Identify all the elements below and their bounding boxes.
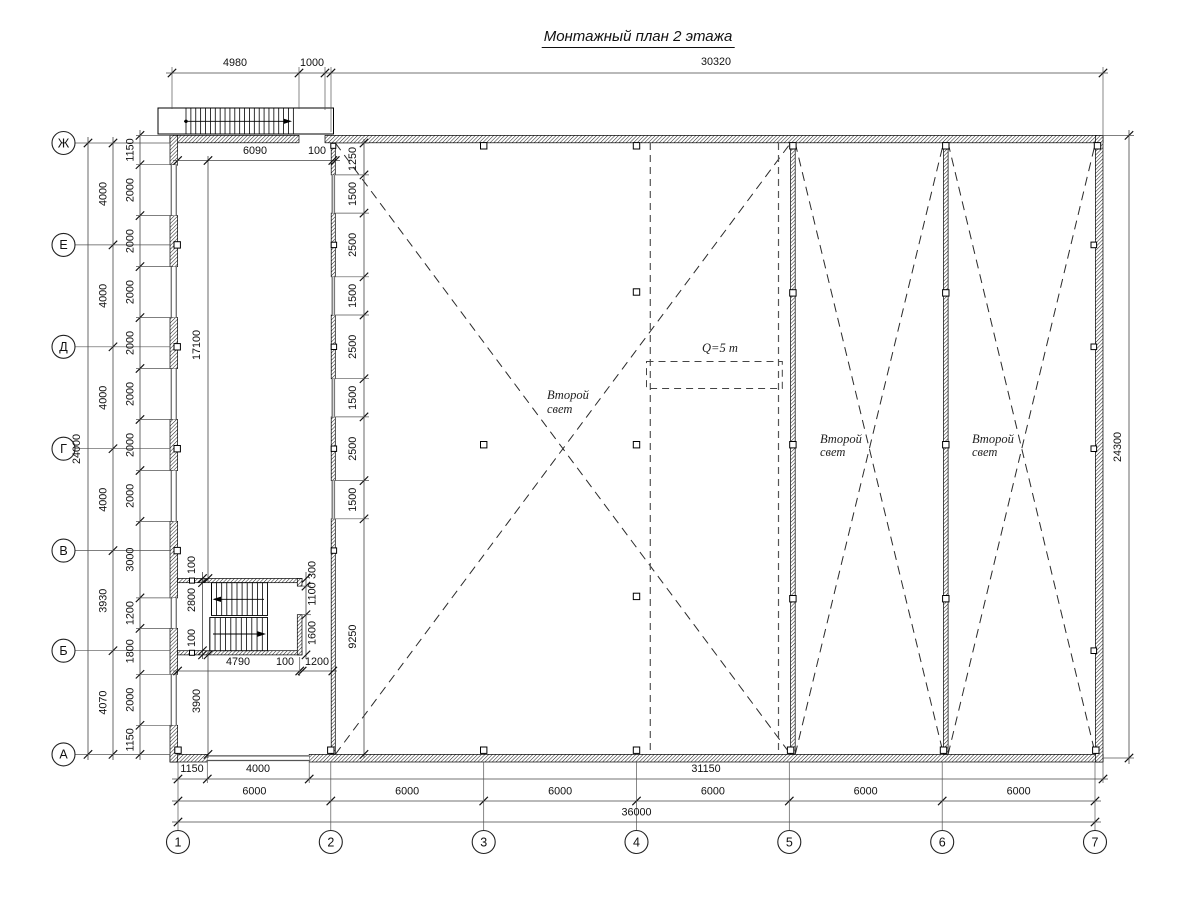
dim-label: 100 <box>186 555 198 575</box>
wall-segment <box>170 216 178 267</box>
column-marker <box>633 593 639 599</box>
second-light-label: свет <box>547 402 573 416</box>
column-marker <box>1091 446 1097 452</box>
dim-label: 4000 <box>97 181 110 207</box>
dim-label: 3930 <box>97 588 110 613</box>
axis-label: Д <box>59 340 68 355</box>
dim-label: 2500 <box>347 334 359 359</box>
column-marker <box>633 442 639 448</box>
dim-label: 2000 <box>124 687 137 712</box>
dim-label: 31150 <box>691 763 721 775</box>
dim-label: 4000 <box>245 763 271 775</box>
dim-label: 36000 <box>621 806 652 819</box>
dim-label: 6090 <box>242 145 268 157</box>
column-marker <box>1091 242 1097 248</box>
column-marker <box>190 650 195 655</box>
column-marker <box>1094 143 1100 149</box>
dim-label: 6000 <box>395 785 420 798</box>
column-marker <box>331 143 336 148</box>
axis-label: 3 <box>480 835 488 850</box>
second-light-label: Второй <box>820 432 862 446</box>
column-marker <box>190 578 195 583</box>
dim-label: 300 <box>306 560 319 580</box>
wall-segment <box>325 135 1103 142</box>
column-marker <box>943 442 949 448</box>
column-marker <box>175 747 181 753</box>
column-marker <box>790 442 796 448</box>
axis-label: 7 <box>1091 835 1099 850</box>
dim-label: 1200 <box>124 601 137 626</box>
wall-segment <box>178 579 302 583</box>
dim-label: 4000 <box>97 487 110 512</box>
dim-label: 1150 <box>180 763 204 775</box>
column-marker <box>328 747 334 753</box>
axis-label: 5 <box>785 835 793 850</box>
column-marker <box>174 547 180 553</box>
column-marker <box>1091 344 1097 350</box>
column-marker <box>331 446 336 451</box>
wall-segment <box>178 651 302 655</box>
dim-label: 2000 <box>124 330 137 356</box>
column-marker <box>633 289 639 295</box>
labels-layer <box>71 56 1124 819</box>
column-marker <box>633 143 639 149</box>
walls-layer <box>170 135 1103 762</box>
dim-label: 1500 <box>347 181 359 207</box>
dim-label: 3000 <box>124 547 137 572</box>
dim-label: 100 <box>186 628 198 648</box>
wall-segment <box>170 521 178 598</box>
dim-label: 1150 <box>124 728 137 752</box>
dim-label: 1800 <box>124 639 137 664</box>
dim-label: 30320 <box>700 56 732 68</box>
axis-label: Г <box>60 442 67 456</box>
dim-label: 1600 <box>306 620 319 646</box>
column-marker <box>787 747 793 753</box>
axis-label: А <box>59 747 68 762</box>
dim-label: 24000 <box>71 433 83 465</box>
column-marker <box>790 290 796 296</box>
dim-label: 6000 <box>242 785 267 798</box>
dim-label: 1500 <box>347 283 359 308</box>
column-marker <box>943 143 949 149</box>
wall-segment <box>309 754 1103 762</box>
column-marker <box>174 446 180 452</box>
column-marker <box>943 290 949 296</box>
column-marker <box>481 747 487 753</box>
axis-label: Б <box>59 644 68 658</box>
dim-label: 100 <box>307 145 327 157</box>
column-marker <box>940 747 946 753</box>
dim-label: 2500 <box>347 436 359 461</box>
crane-bridge <box>647 362 783 389</box>
dim-label: 1000 <box>299 57 325 69</box>
column-marker <box>633 747 639 753</box>
dim-label: 4980 <box>222 57 248 69</box>
dim-label: 1250 <box>347 146 359 172</box>
axis-label: Ж <box>57 136 70 151</box>
dim-label: 6000 <box>700 785 725 798</box>
wall-segment <box>331 519 335 755</box>
wall-segment <box>170 628 178 674</box>
second-light-label: свет <box>820 445 846 459</box>
axis-label: В <box>59 543 68 558</box>
column-marker <box>331 344 336 349</box>
walk-line-start-dot <box>184 120 187 123</box>
dim-label: 2500 <box>347 232 359 257</box>
dim-label: 2000 <box>124 178 137 203</box>
column-marker <box>790 596 796 602</box>
dim-label: 17100 <box>191 329 203 361</box>
wall-segment <box>297 579 302 587</box>
second-light-label: свет <box>972 445 998 459</box>
dim-label: 2800 <box>186 587 198 613</box>
column-marker <box>943 596 949 602</box>
axis-label: 4 <box>633 835 640 850</box>
column-marker <box>331 242 336 247</box>
dim-label: 1200 <box>304 656 330 668</box>
column-marker <box>174 344 180 350</box>
column-marker <box>790 143 796 149</box>
axis-label: 6 <box>938 835 946 850</box>
column-marker <box>174 242 180 248</box>
dim-label: 9250 <box>347 624 359 649</box>
dim-label: 4000 <box>97 385 110 410</box>
wall-segment <box>944 143 949 754</box>
wall-segment <box>170 135 299 142</box>
wall-segment <box>170 420 178 471</box>
dim-label: 24300 <box>1112 431 1124 463</box>
dim-label: 3900 <box>191 688 203 714</box>
wall-segment <box>170 318 178 369</box>
dim-label: 4790 <box>225 656 251 668</box>
dim-label: 6000 <box>1006 785 1031 798</box>
wall-segment <box>170 725 178 762</box>
column-marker <box>331 548 336 553</box>
column-marker <box>481 442 487 448</box>
wall-segment <box>791 143 796 754</box>
wall-segment <box>297 615 302 655</box>
dim-label: 6000 <box>853 785 878 798</box>
dim-label: 1500 <box>347 385 359 410</box>
second-light-label: Второй <box>972 432 1014 446</box>
dim-label: 2000 <box>124 229 137 254</box>
column-marker <box>1093 747 1099 753</box>
windows-layer <box>171 165 335 762</box>
axis-label: 2 <box>327 835 335 850</box>
second-light-label: Второй <box>547 388 589 402</box>
crane-capacity-label: Q=5 т <box>702 341 738 355</box>
dim-label: 2000 <box>124 432 137 458</box>
dim-label: 1500 <box>347 487 359 512</box>
dim-label: 2000 <box>124 483 137 508</box>
dim-label: 1100 <box>306 582 319 606</box>
axis-label: 1 <box>174 835 182 850</box>
drawing-title: Монтажный план 2 этажа <box>542 28 735 48</box>
dim-label: 6000 <box>548 785 573 798</box>
dim-label: 100 <box>275 656 295 668</box>
dim-label: 1150 <box>124 138 137 162</box>
dim-label: 2000 <box>124 280 137 305</box>
column-marker <box>481 143 487 149</box>
dim-label: 2000 <box>124 381 137 407</box>
dim-label: 4070 <box>97 690 110 715</box>
axis-label: Е <box>59 238 68 253</box>
column-marker <box>1091 648 1097 654</box>
dim-label: 4000 <box>97 283 110 308</box>
